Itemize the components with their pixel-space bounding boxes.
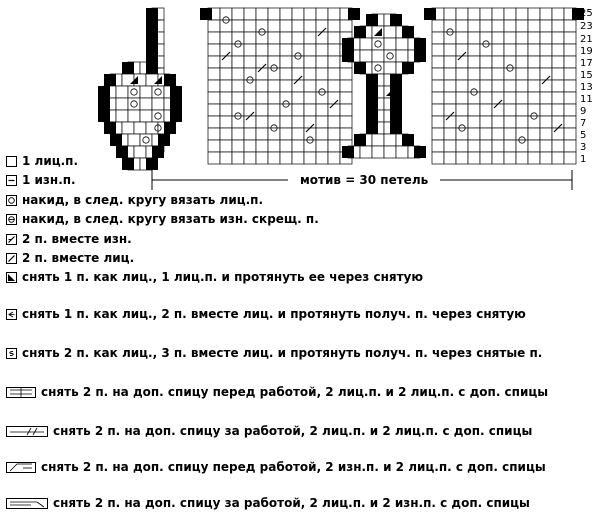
legend-item-knit [6, 154, 78, 168]
row-number: 15 [580, 70, 593, 81]
legend-item-cable-2-2-back [6, 424, 532, 438]
row-number: 7 [580, 118, 587, 129]
knit-icon [6, 156, 17, 167]
legend-label: 2 п. вместе изн. [22, 232, 132, 246]
legend-item-p2tog [6, 232, 132, 246]
skp-icon [6, 272, 17, 283]
cable-purl-back-icon [6, 498, 48, 509]
legend-label: накид, в след. кругу вязать лиц.п. [22, 193, 264, 207]
knitting-chart [0, 0, 595, 200]
legend-label: снять 1 п. как лиц., 1 лиц.п. и протянуть ее через снятую [22, 270, 424, 284]
row-number: 21 [580, 34, 593, 45]
legend-item-sk2p [6, 307, 526, 321]
k2tog-icon [6, 253, 17, 264]
s2k3p-icon [6, 348, 17, 359]
p2tog-icon [6, 234, 17, 245]
row-number: 3 [580, 142, 587, 153]
purl-icon [6, 175, 17, 186]
row-number: 19 [580, 46, 593, 57]
yarn-over-twisted-purl-icon [6, 214, 17, 225]
legend-item-yarn-over-twisted-purl [6, 212, 319, 226]
legend-label: снять 2 п. на доп. спицу за работой, 2 лиц.п. и 2 изн.п. с доп. спицы [53, 496, 530, 510]
row-number: 1 [580, 154, 587, 165]
legend-item-s2k3p [6, 346, 542, 360]
motif-bracket [152, 170, 572, 190]
row-number: 17 [580, 58, 593, 69]
legend-item-skp [6, 270, 423, 284]
row-numbers [580, 8, 593, 165]
legend-item-cable-purl-back [6, 496, 530, 510]
legend-item-cable-2-2-front [6, 385, 548, 399]
legend-label: снять 2 п. как лиц., 3 п. вместе лиц. и протянуть получ. п. через снятые п. [22, 346, 543, 360]
row-number: 9 [580, 106, 587, 117]
cable-2-2-back-icon [6, 426, 48, 437]
legend-label: снять 2 п. на доп. спицу перед работой, 2 изн.п. и 2 лиц.п. с доп. спицы [41, 460, 546, 474]
legend-label: 1 лиц.п. [22, 154, 79, 168]
yarn-over-knit-icon [6, 195, 17, 206]
legend-item-purl [6, 173, 76, 187]
row-number: 5 [580, 130, 587, 141]
cable-purl-front-icon [6, 462, 36, 473]
legend-label: 1 изн.п. [22, 173, 76, 187]
row-number: 11 [580, 94, 593, 105]
legend-label: 2 п. вместе лиц. [22, 251, 135, 265]
row-number: 25 [580, 8, 593, 19]
legend-label: накид, в след. кругу вязать изн. скрещ. п. [22, 212, 319, 226]
legend-item-cable-purl-front [6, 460, 546, 474]
motif-label: мотив = 30 петель [300, 173, 429, 187]
legend-label: снять 1 п. как лиц., 2 п. вместе лиц. и протянуть получ. п. через снятую [22, 307, 526, 321]
row-number: 13 [580, 82, 593, 93]
sk2p-icon [6, 309, 17, 320]
legend-item-k2tog [6, 251, 134, 265]
cable-2-2-front-icon [6, 387, 36, 398]
legend-item-yarn-over-knit [6, 193, 263, 207]
row-number: 23 [580, 21, 593, 32]
legend-label: снять 2 п. на доп. спицу за работой, 2 лиц.п. и 2 лиц.п. с доп. спицы [53, 424, 533, 438]
legend-label: снять 2 п. на доп. спицу перед работой, 2 лиц.п. и 2 лиц.п. с доп. спицы [41, 385, 549, 399]
